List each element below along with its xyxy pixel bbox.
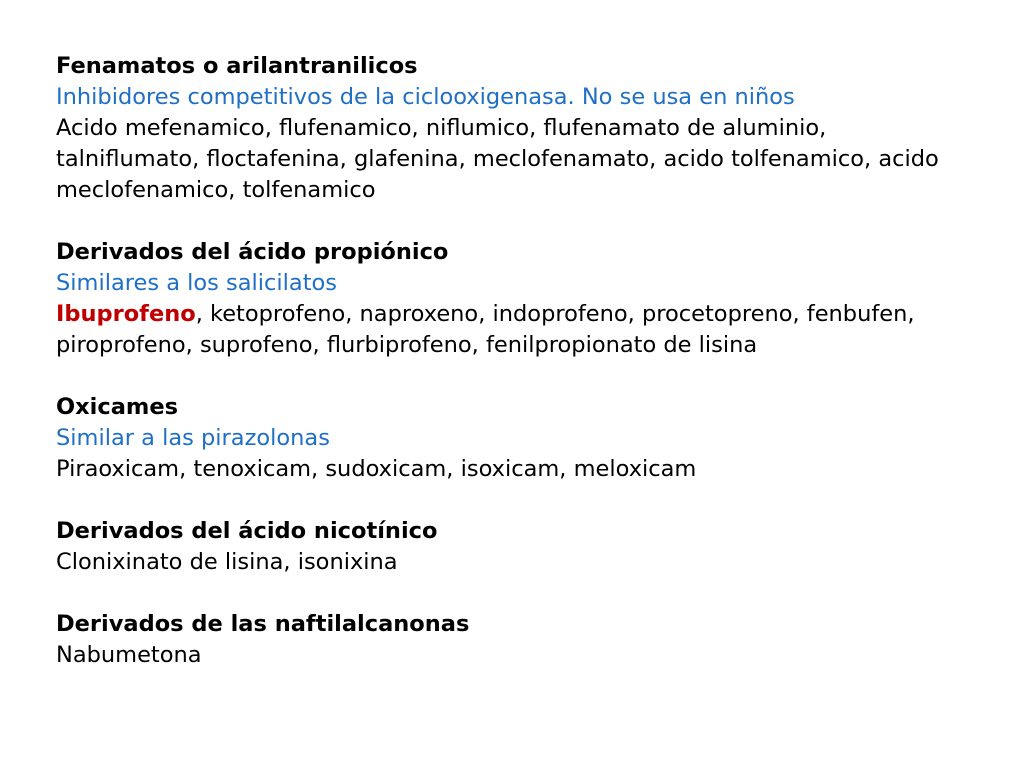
section-heading: Derivados de las naftilalcanonas — [56, 611, 470, 637]
section-nicotinico — [56, 516, 976, 578]
section-propionico — [56, 237, 976, 361]
section-body: Clonixinato de lisina, isonixina — [56, 549, 398, 575]
section-heading: Derivados del ácido nicotínico — [56, 518, 438, 544]
section-body-rest: , ketoprofeno, naproxeno, indoprofeno, procetopreno, fenbufen, piroprofeno, suprofeno, flurbiprofeno, fenilpropionato de lisina — [56, 301, 915, 358]
section-body: Nabumetona — [56, 642, 202, 668]
section-heading: Oxicames — [56, 394, 178, 420]
section-naftilalcanonas — [56, 609, 976, 671]
section-subtitle: Inhibidores competitivos de la ciclooxigenasa. No se usa en niños — [56, 84, 795, 110]
section-body: Acido mefenamico, flufenamico, niflumico, flufenamato de aluminio, talniflumato, floctafenina, glafenina, meclofenamato, acido tolfenamico, acido meclofenamico, tolfenamico — [56, 115, 939, 203]
section-heading: Fenamatos o arilantranilicos — [56, 53, 418, 79]
slide-content — [56, 51, 976, 702]
section-body: Piraoxicam, tenoxicam, sudoxicam, isoxicam, meloxicam — [56, 456, 697, 482]
section-subtitle: Similar a las pirazolonas — [56, 425, 330, 451]
section-subtitle: Similares a los salicilatos — [56, 270, 338, 296]
section-heading: Derivados del ácido propiónico — [56, 239, 449, 265]
section-body — [56, 299, 976, 361]
section-oxicames — [56, 392, 976, 485]
highlighted-drug: Ibuprofeno — [56, 301, 196, 327]
section-fenamatos — [56, 51, 976, 206]
